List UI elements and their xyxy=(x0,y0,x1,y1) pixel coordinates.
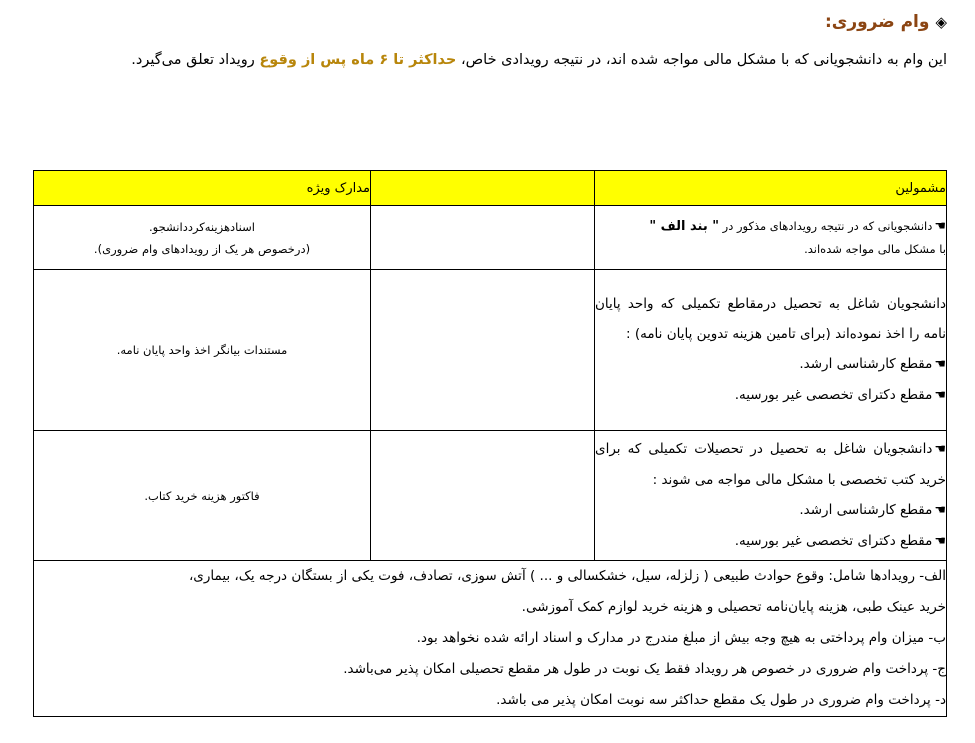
intro-text-end: رویداد تعلق می‌گیرد. xyxy=(131,52,260,68)
note-line: الف- رویدادها شامل: وقوع حوادث طبیعی ( زلزله، سیل، خشکسالی و ... ) آتش سوزی، تصادف، فوت یکی از بستگان درجه یک، بیماری، xyxy=(188,568,946,584)
list-item-label: مقطع دکترای تخصصی غیر بورسیه. xyxy=(734,387,933,403)
eligible-cell xyxy=(595,206,947,270)
list-item-label: مقطع دکترای تخصصی غیر بورسیه. xyxy=(734,533,933,549)
list-item-label: مقطع کارشناسی ارشد. xyxy=(799,356,933,372)
documents-cell: مستندات بیانگر اخذ واحد پایان نامه. xyxy=(34,270,371,431)
empty-cell xyxy=(371,206,595,270)
eligible-cell xyxy=(595,431,947,561)
intro-text-start: این وام به دانشجویانی که با مشکل مالی مواجه شده اند، در نتیجه رویدادی خاص، xyxy=(456,52,947,68)
note-line: ج- پرداخت وام ضروری در خصوص هر رویداد فقط یک نوبت در طول هر مقطع تحصیلی امکان پذیر می‌باشد. xyxy=(343,661,946,677)
list-item-label: مقطع کارشناسی ارشد. xyxy=(799,502,933,518)
documents-cell: فاکتور هزینه خرید کتاب. xyxy=(34,431,371,561)
list-item xyxy=(595,526,946,557)
list-item xyxy=(595,495,946,526)
header-empty xyxy=(371,171,595,206)
pointing-hand-icon: ☚ xyxy=(934,534,946,549)
eligible-cell xyxy=(595,270,947,431)
clause-reference: " بند الف " xyxy=(649,219,719,234)
pointing-hand-icon: ☚ xyxy=(934,388,946,403)
notes-cell xyxy=(34,561,947,717)
table-row xyxy=(34,206,947,270)
header-eligible: مشمولین xyxy=(595,171,947,206)
diamond-bullet-icon: ◈ xyxy=(935,13,947,31)
empty-cell xyxy=(371,270,595,431)
header-documents: مدارک ویژه xyxy=(34,171,371,206)
documents-cell xyxy=(34,206,371,270)
table-row xyxy=(34,431,947,561)
pointing-hand-icon: ☚ xyxy=(934,357,946,372)
eligibility-table xyxy=(33,170,947,717)
section-heading xyxy=(825,12,947,32)
table-row xyxy=(34,270,947,431)
notes-row xyxy=(34,561,947,717)
note-line: ب- میزان وام پرداختی به هیچ وجه بیش از مبلغ مندرج در مدارک و اسناد ارائه شده نخواهد بود. xyxy=(416,630,946,646)
list-item xyxy=(595,380,946,411)
eligible-text-wrap xyxy=(595,434,946,495)
documents-line2: (درخصوص هر یک از رویدادهای وام ضروری). xyxy=(93,241,311,256)
documents-line1: اسنادهزینه‌کرددانشجو. xyxy=(149,219,255,234)
eligible-text: دانشجویان شاغل به تحصیل درمقاطع تکمیلی که واحد پایان نامه را اخذ نموده‌اند (برای تامین هزینه تدوین پایان نامه) : xyxy=(595,296,946,342)
section-title: وام ضروری: xyxy=(824,12,930,32)
eligible-text: دانشجویان شاغل به تحصیل در تحصیلات تکمیلی که برای خرید کتب تخصصی با مشکل مالی مواجه می شوند : xyxy=(595,441,946,488)
pointing-hand-icon: ☚ xyxy=(934,442,946,457)
list-item xyxy=(595,349,946,380)
table-header-row xyxy=(34,171,947,206)
pointing-hand-icon: ☚ xyxy=(934,503,946,518)
pointing-hand-icon: ☚ xyxy=(934,219,946,234)
note-line: د- پرداخت وام ضروری در طول یک مقطع حداکثر سه نوبت امکان پذیر می باشد. xyxy=(496,692,946,708)
eligible-text: دانشجویانی که در نتیجه رویدادهای مذکور در xyxy=(719,219,933,233)
intro-highlight: حداکثر تا ۶ ماه پس از وقوع xyxy=(259,52,457,68)
note-line: خرید عینک طبی، هزینه پایان‌نامه تحصیلی و هزینه خرید لوازم کمک آموزشی. xyxy=(521,599,946,615)
intro-paragraph xyxy=(20,52,947,68)
empty-cell xyxy=(371,431,595,561)
eligible-text-cont: با مشکل مالی مواجه شده‌اند. xyxy=(804,242,946,256)
